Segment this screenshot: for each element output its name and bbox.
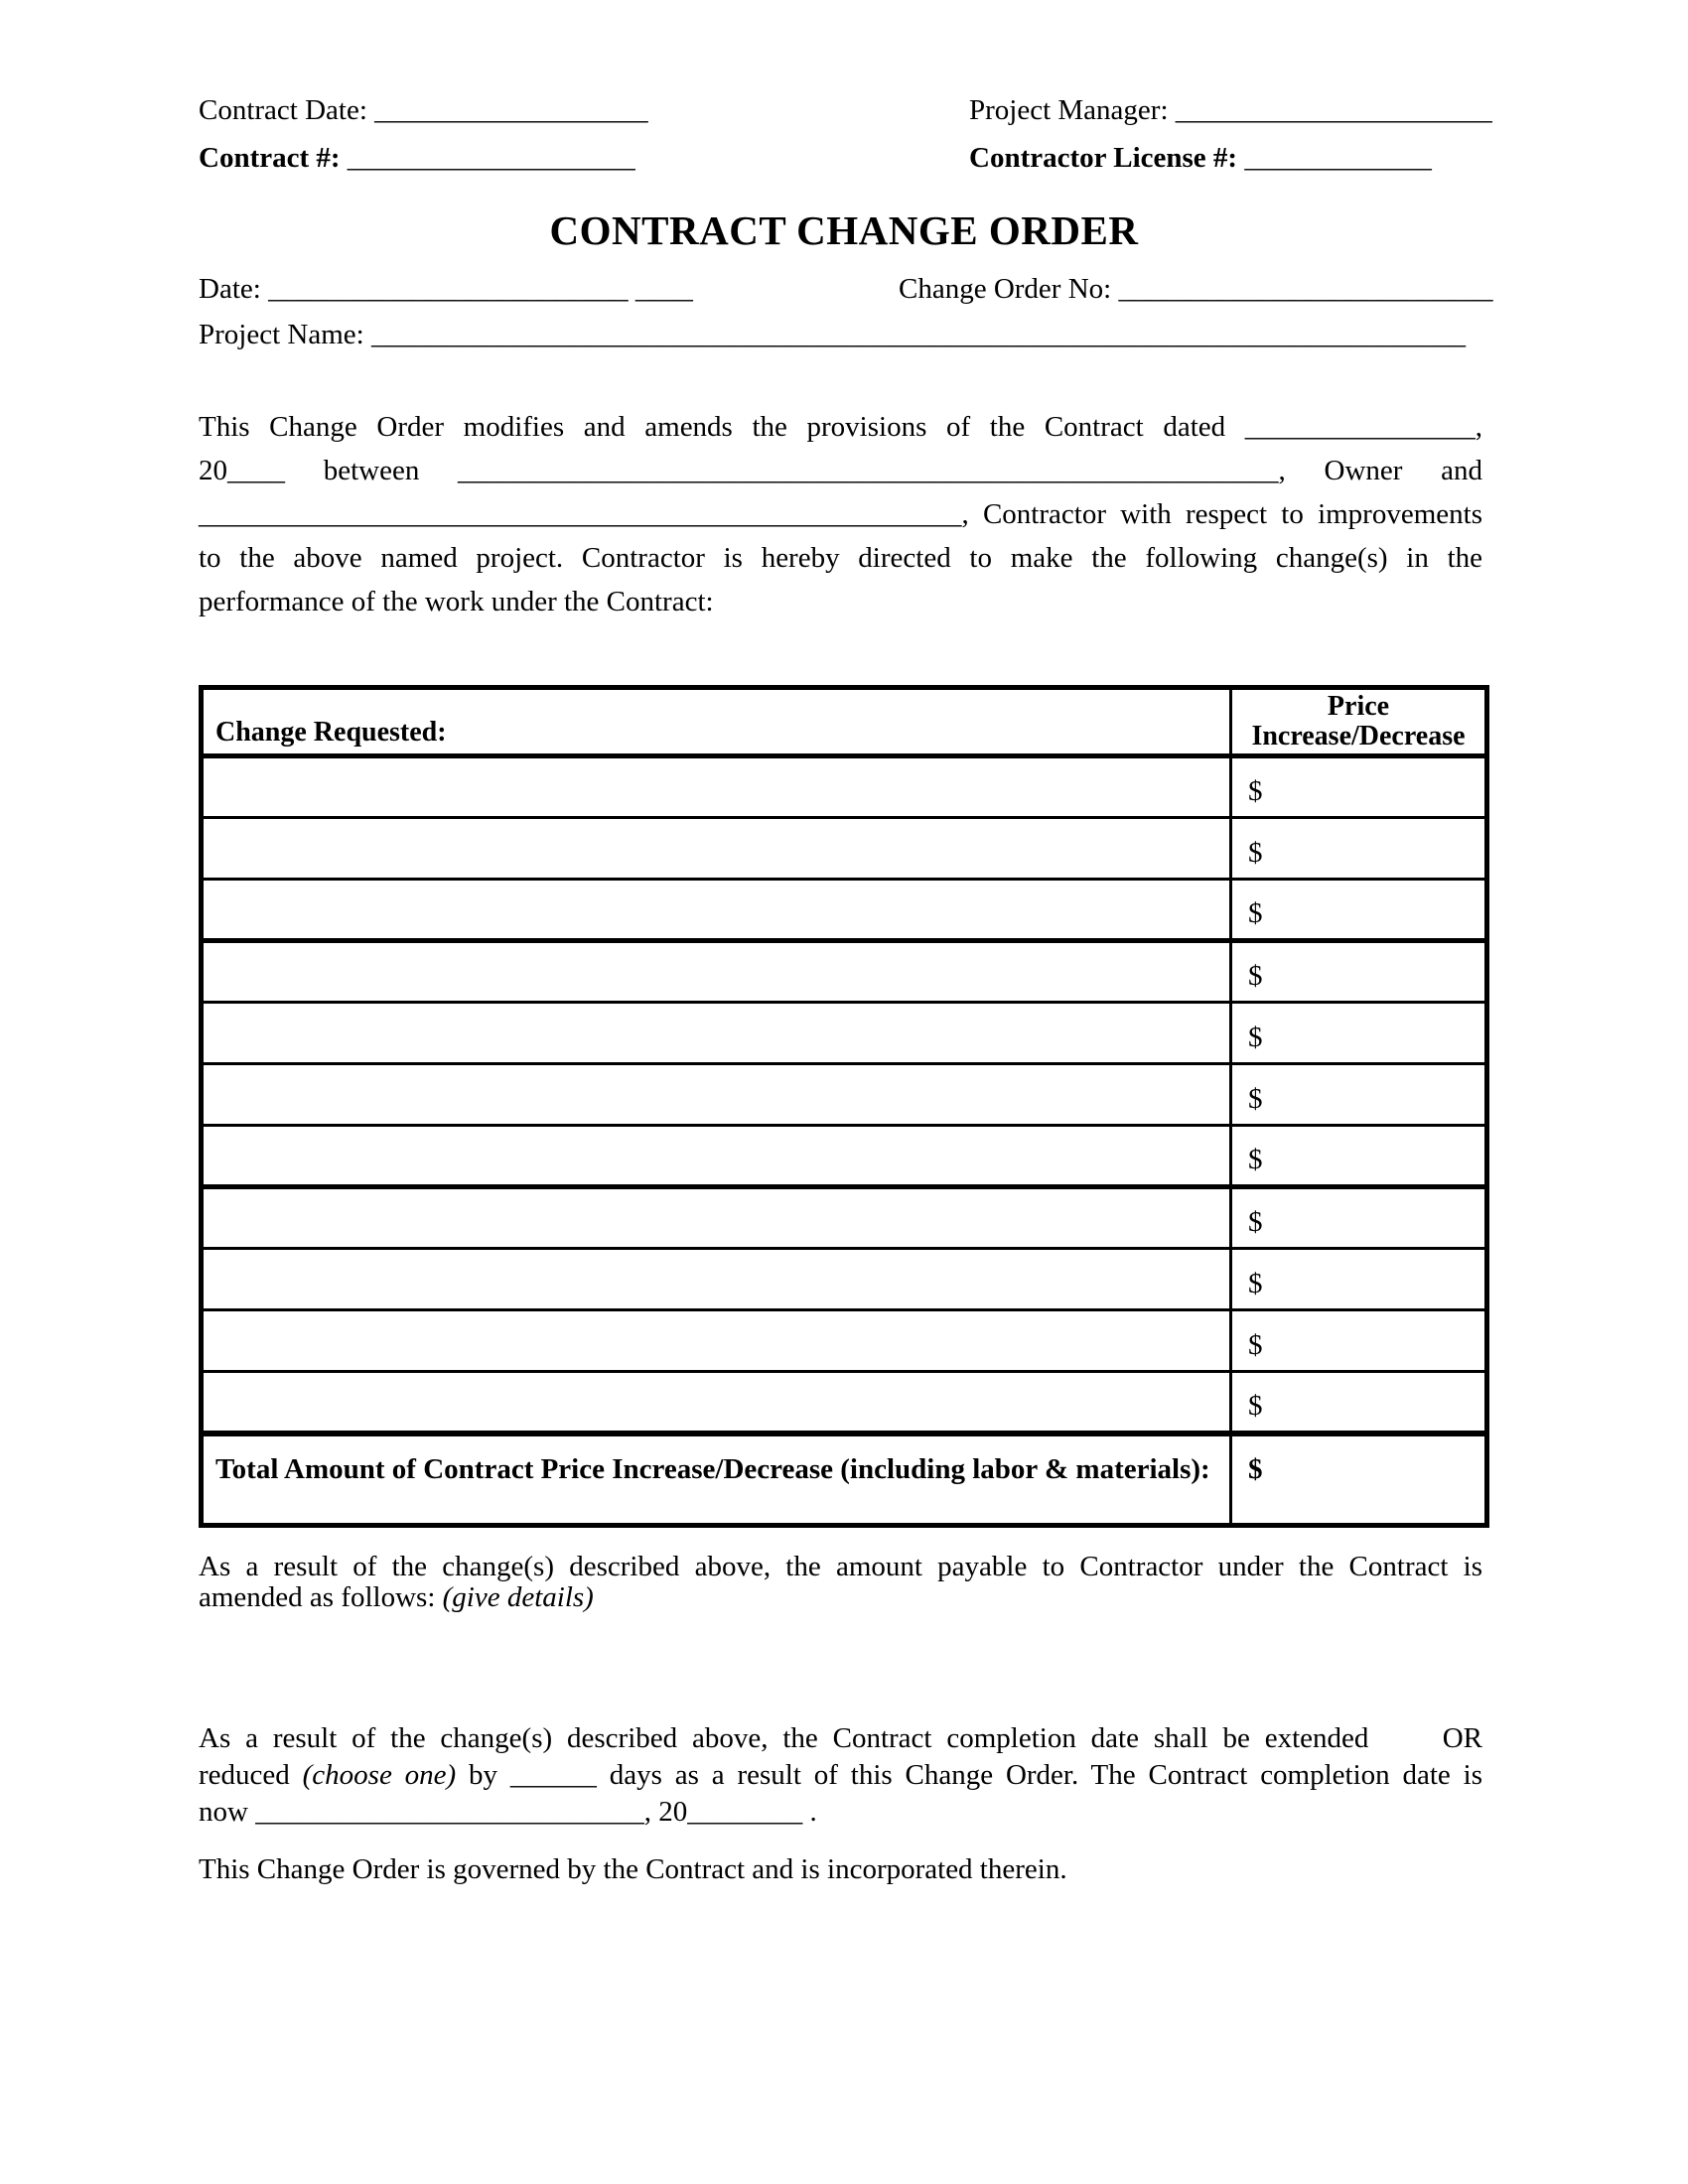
change-row-2 — [202, 818, 1487, 880]
paragraph-text: performance of the work under the Contract: — [199, 586, 714, 617]
date-label: Date: — [199, 273, 261, 305]
change-order-no-blank: __________________________ — [1118, 273, 1493, 305]
change-row-11 — [202, 1372, 1487, 1433]
order-fields-row — [199, 272, 1493, 306]
contract-date-label: Contract Date: — [199, 94, 367, 126]
change-requested-cell — [202, 880, 1231, 941]
change-row-9 — [202, 1249, 1487, 1310]
price-cell: $ — [1231, 1064, 1487, 1126]
change-row-4 — [202, 941, 1487, 1003]
change-row-8 — [202, 1187, 1487, 1249]
change-requested-cell — [202, 941, 1231, 1003]
total-label: Total Amount of Contract Price Increase/Decrease (including labor & materials): — [202, 1433, 1231, 1526]
contract-number-blank: ____________________ — [347, 142, 635, 174]
paragraph-text: As a result of the change(s) described above, the amount payable to Contractor under the Contract is — [199, 1551, 1482, 1582]
project-manager-label: Project Manager: — [969, 94, 1169, 126]
italic-instruction-text: (choose one) — [302, 1759, 457, 1791]
change-requested-cell — [202, 1310, 1231, 1372]
contract-date-blank: ___________________ — [374, 94, 648, 126]
project-name-blank: ____________________________________________________________________________ — [370, 319, 1466, 350]
change-row-1 — [202, 756, 1487, 818]
price-cell: $ — [1231, 1372, 1487, 1433]
change-row-10 — [202, 1310, 1487, 1372]
paragraph-text: now ___________________________, 20________ . — [199, 1796, 817, 1828]
italic-instruction-text: (give details) — [442, 1581, 594, 1613]
price-cell: $ — [1231, 1310, 1487, 1372]
price-cell: $ — [1231, 1126, 1487, 1187]
change-row-3 — [202, 880, 1487, 941]
contractor-license-blank: _____________ — [1244, 142, 1432, 174]
price-cell: $ — [1231, 756, 1487, 818]
price-cell: $ — [1231, 1003, 1487, 1064]
change-requested-cell — [202, 818, 1231, 880]
intro-paragraph — [199, 405, 1482, 623]
price-header-line1: Price — [1327, 691, 1390, 722]
change-order-no-label: Change Order No: — [899, 273, 1112, 305]
price-cell: $ — [1231, 818, 1487, 880]
amount-amended-paragraph — [199, 1552, 1482, 1613]
paragraph-text: As a result of the change(s) described above, the Contract completion date shall be extended OR — [199, 1722, 1482, 1754]
column-header-price-increase-decrease — [1231, 688, 1487, 756]
change-row-5 — [202, 1003, 1487, 1064]
paragraph-text: _____________________________________________________, Contractor with respect to improvements — [199, 498, 1482, 530]
paragraph-text: reduced — [199, 1759, 303, 1791]
change-requested-cell — [202, 1126, 1231, 1187]
date-blank: _________________________ ____ — [268, 273, 693, 305]
paragraph-text: This Change Order modifies and amends the provisions of the Contract dated ________________, — [199, 411, 1482, 443]
paragraph-line — [199, 492, 1482, 536]
change-requested-cell — [202, 1003, 1231, 1064]
completion-date-paragraph — [199, 1720, 1482, 1831]
paragraph-line — [199, 1582, 1482, 1613]
price-cell: $ — [1231, 1187, 1487, 1249]
change-order-table — [199, 685, 1489, 1528]
change-row-7 — [202, 1126, 1487, 1187]
paragraph-text: to the above named project. Contractor is hereby directed to make the following change(s) in the — [199, 542, 1482, 574]
contractor-license-label: Contractor License #: — [969, 142, 1238, 174]
paragraph-line — [199, 536, 1482, 580]
paragraph-line — [199, 405, 1482, 449]
paragraph-text: by ______ days as a result of this Change Order. The Contract completion date is — [456, 1759, 1482, 1791]
paragraph-line — [199, 1552, 1482, 1582]
project-name-label: Project Name: — [199, 319, 364, 350]
change-requested-cell — [202, 1187, 1231, 1249]
page-title: CONTRACT CHANGE ORDER — [549, 207, 1139, 253]
paragraph-text: 20____ between _________________________________________________________, Owner and — [199, 455, 1482, 486]
project-manager-blank: ______________________ — [1175, 94, 1492, 126]
table-header-row — [202, 688, 1487, 756]
paragraph-line — [199, 1720, 1482, 1757]
top-fields-row-2 — [199, 141, 1482, 175]
change-requested-cell — [202, 1372, 1231, 1433]
paragraph-line — [199, 1757, 1482, 1794]
total-row — [202, 1433, 1487, 1526]
price-header-line2: Increase/Decrease — [1251, 721, 1466, 751]
change-row-6 — [202, 1064, 1487, 1126]
contract-number-label: Contract #: — [199, 142, 341, 174]
paragraph-text: amended as follows: — [199, 1581, 443, 1613]
column-header-change-requested: Change Requested: — [202, 688, 1231, 756]
project-name-row — [199, 318, 1482, 351]
price-cell: $ — [1231, 941, 1487, 1003]
price-cell: $ — [1231, 880, 1487, 941]
paragraph-line — [199, 449, 1482, 492]
change-requested-cell — [202, 1249, 1231, 1310]
change-requested-cell — [202, 756, 1231, 818]
price-cell: $ — [1231, 1249, 1487, 1310]
paragraph-line — [199, 580, 1482, 623]
governing-clause: This Change Order is governed by the Contract and is incorporated therein. — [199, 1853, 1067, 1885]
top-fields-row-1 — [199, 93, 1492, 127]
paragraph-line — [199, 1794, 1482, 1831]
total-price-cell: $ — [1231, 1433, 1487, 1526]
change-requested-cell — [202, 1064, 1231, 1126]
